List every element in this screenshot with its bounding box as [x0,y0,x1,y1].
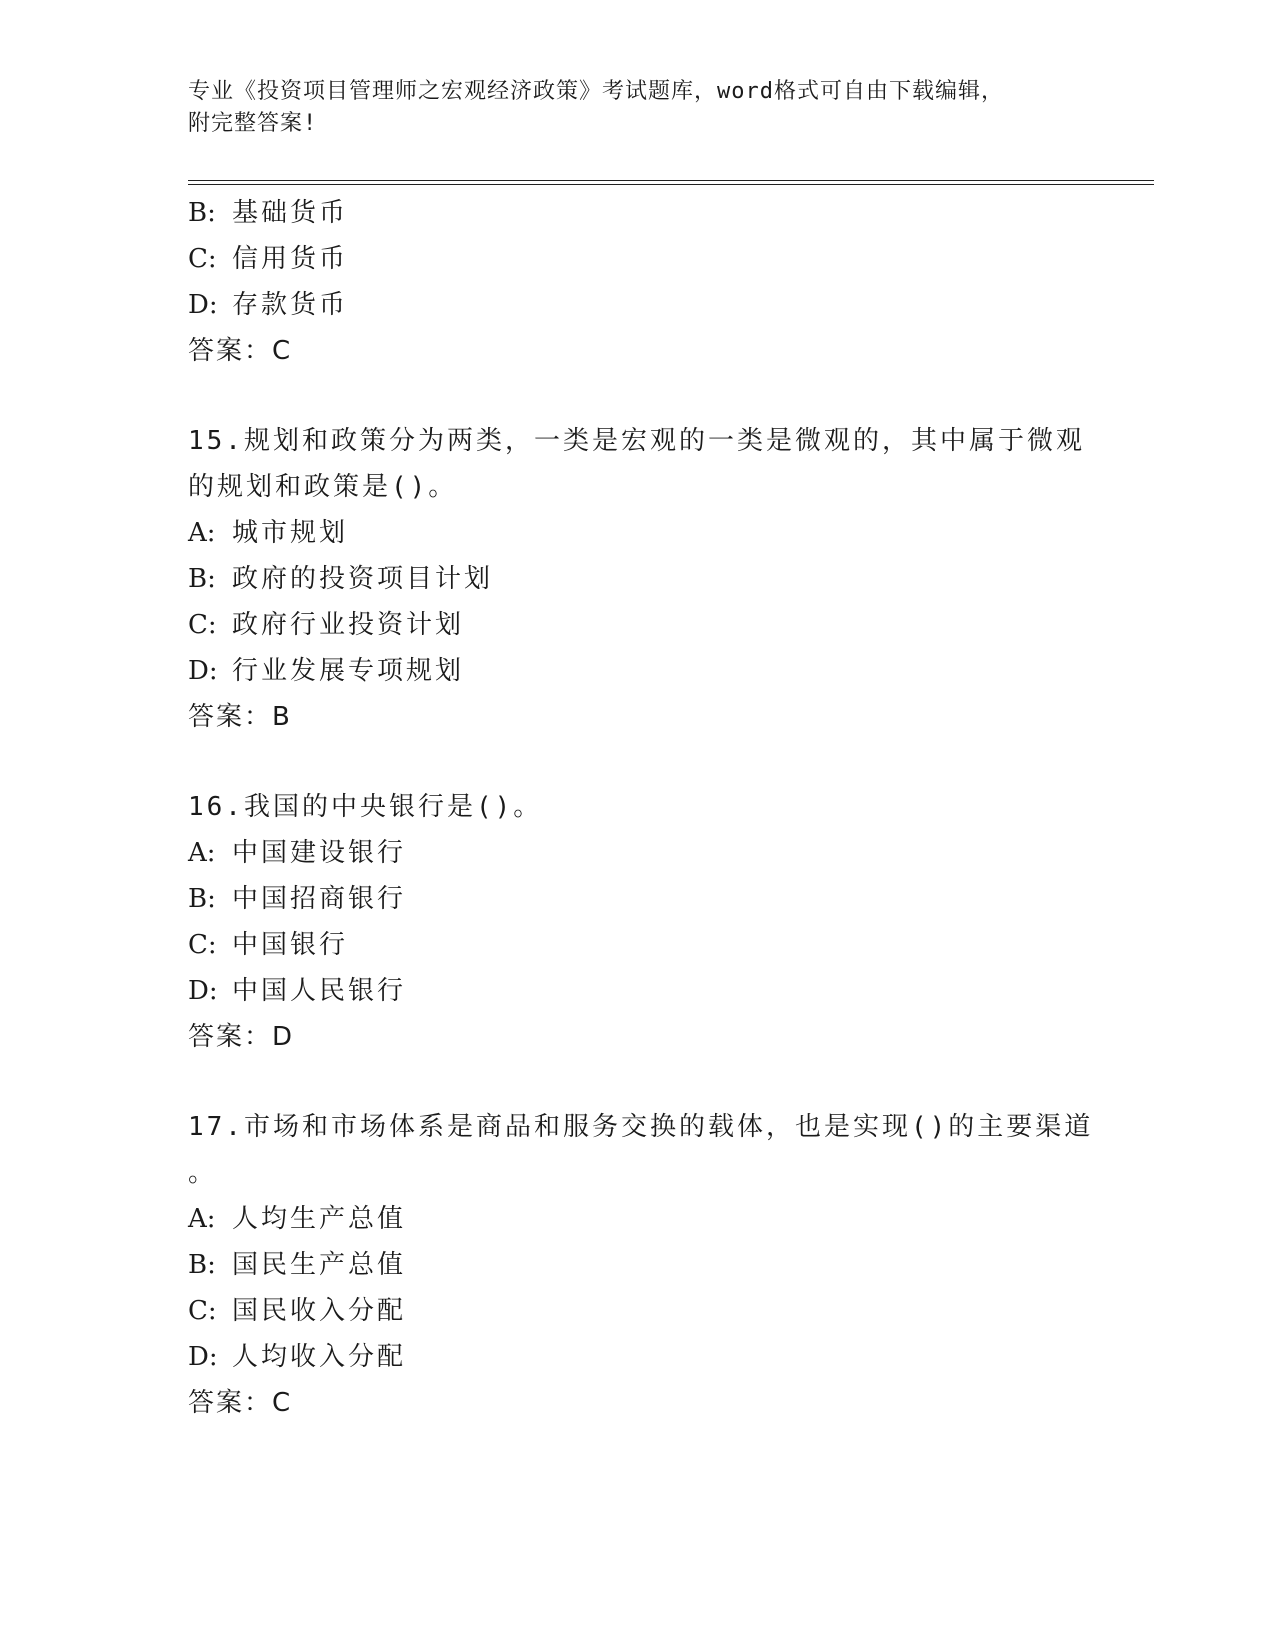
option-letter: D: [188,656,218,686]
option-a [188,1196,1148,1242]
question-list [188,190,1148,1426]
option-a [188,510,1148,556]
option-b [188,876,1148,922]
document-header [188,76,1088,140]
option-letter: B: [188,564,216,594]
option-text: 国民生产总值 [232,1250,407,1280]
option-letter: B: [188,1250,216,1280]
option-a [188,830,1148,876]
option-text: 中国银行 [232,930,349,960]
answer-line: 答案：D [188,1022,295,1052]
option-b [188,190,1148,236]
option-text: 中国建设银行 [232,838,407,868]
question-14-continued [188,190,1148,374]
question-stem-line-1: 15.规划和政策分为两类，一类是宏观的一类是微观的，其中属于微观 [188,426,1085,456]
option-c [188,602,1148,648]
option-text: 国民收入分配 [232,1296,407,1326]
option-c [188,236,1148,282]
header-divider [188,180,1154,181]
option-text: 信用货币 [232,244,349,274]
option-letter: A: [188,518,216,548]
answer-line: 答案：C [188,1388,293,1418]
option-letter: A: [188,1204,216,1234]
option-c [188,922,1148,968]
option-letter: B: [188,884,216,914]
question-17 [188,1104,1148,1426]
option-text: 中国人民银行 [232,976,407,1006]
option-text: 中国招商银行 [232,884,407,914]
option-text: 人均收入分配 [232,1342,407,1372]
header-line-2: 附完整答案! [188,111,318,136]
option-letter: D: [188,290,218,320]
option-text: 政府的投资项目计划 [232,564,494,594]
option-c [188,1288,1148,1334]
option-text: 城市规划 [232,518,349,548]
question-stem-line-1: 17.市场和市场体系是商品和服务交换的载体，也是实现()的主要渠道 [188,1112,1094,1142]
option-letter: C: [188,1296,217,1326]
option-text: 行业发展专项规划 [232,656,465,686]
option-letter: C: [188,930,217,960]
option-letter: C: [188,610,217,640]
option-d [188,648,1148,694]
answer-line: 答案：C [188,336,293,366]
question-stem-line-2: 。 [188,1158,218,1188]
option-d [188,282,1148,328]
option-d [188,1334,1148,1380]
option-b [188,556,1148,602]
option-text: 存款货币 [232,290,349,320]
header-divider-double [188,184,1154,185]
option-text: 基础货币 [232,198,349,228]
option-letter: D: [188,976,218,1006]
question-16 [188,784,1148,1060]
header-line-1: 专业《投资项目管理师之宏观经济政策》考试题库，word格式可自由下载编辑， [188,79,1004,104]
option-letter: A: [188,838,216,868]
option-text: 政府行业投资计划 [232,610,465,640]
question-stem-line-2: 的规划和政策是()。 [188,472,458,502]
answer-line: 答案：B [188,702,292,732]
question-stem-line-1: 16.我国的中央银行是()。 [188,792,543,822]
option-b [188,1242,1148,1288]
option-letter: C: [188,244,217,274]
option-d [188,968,1148,1014]
option-letter: D: [188,1342,218,1372]
option-text: 人均生产总值 [232,1204,407,1234]
option-letter: B: [188,198,216,228]
question-15 [188,418,1148,740]
